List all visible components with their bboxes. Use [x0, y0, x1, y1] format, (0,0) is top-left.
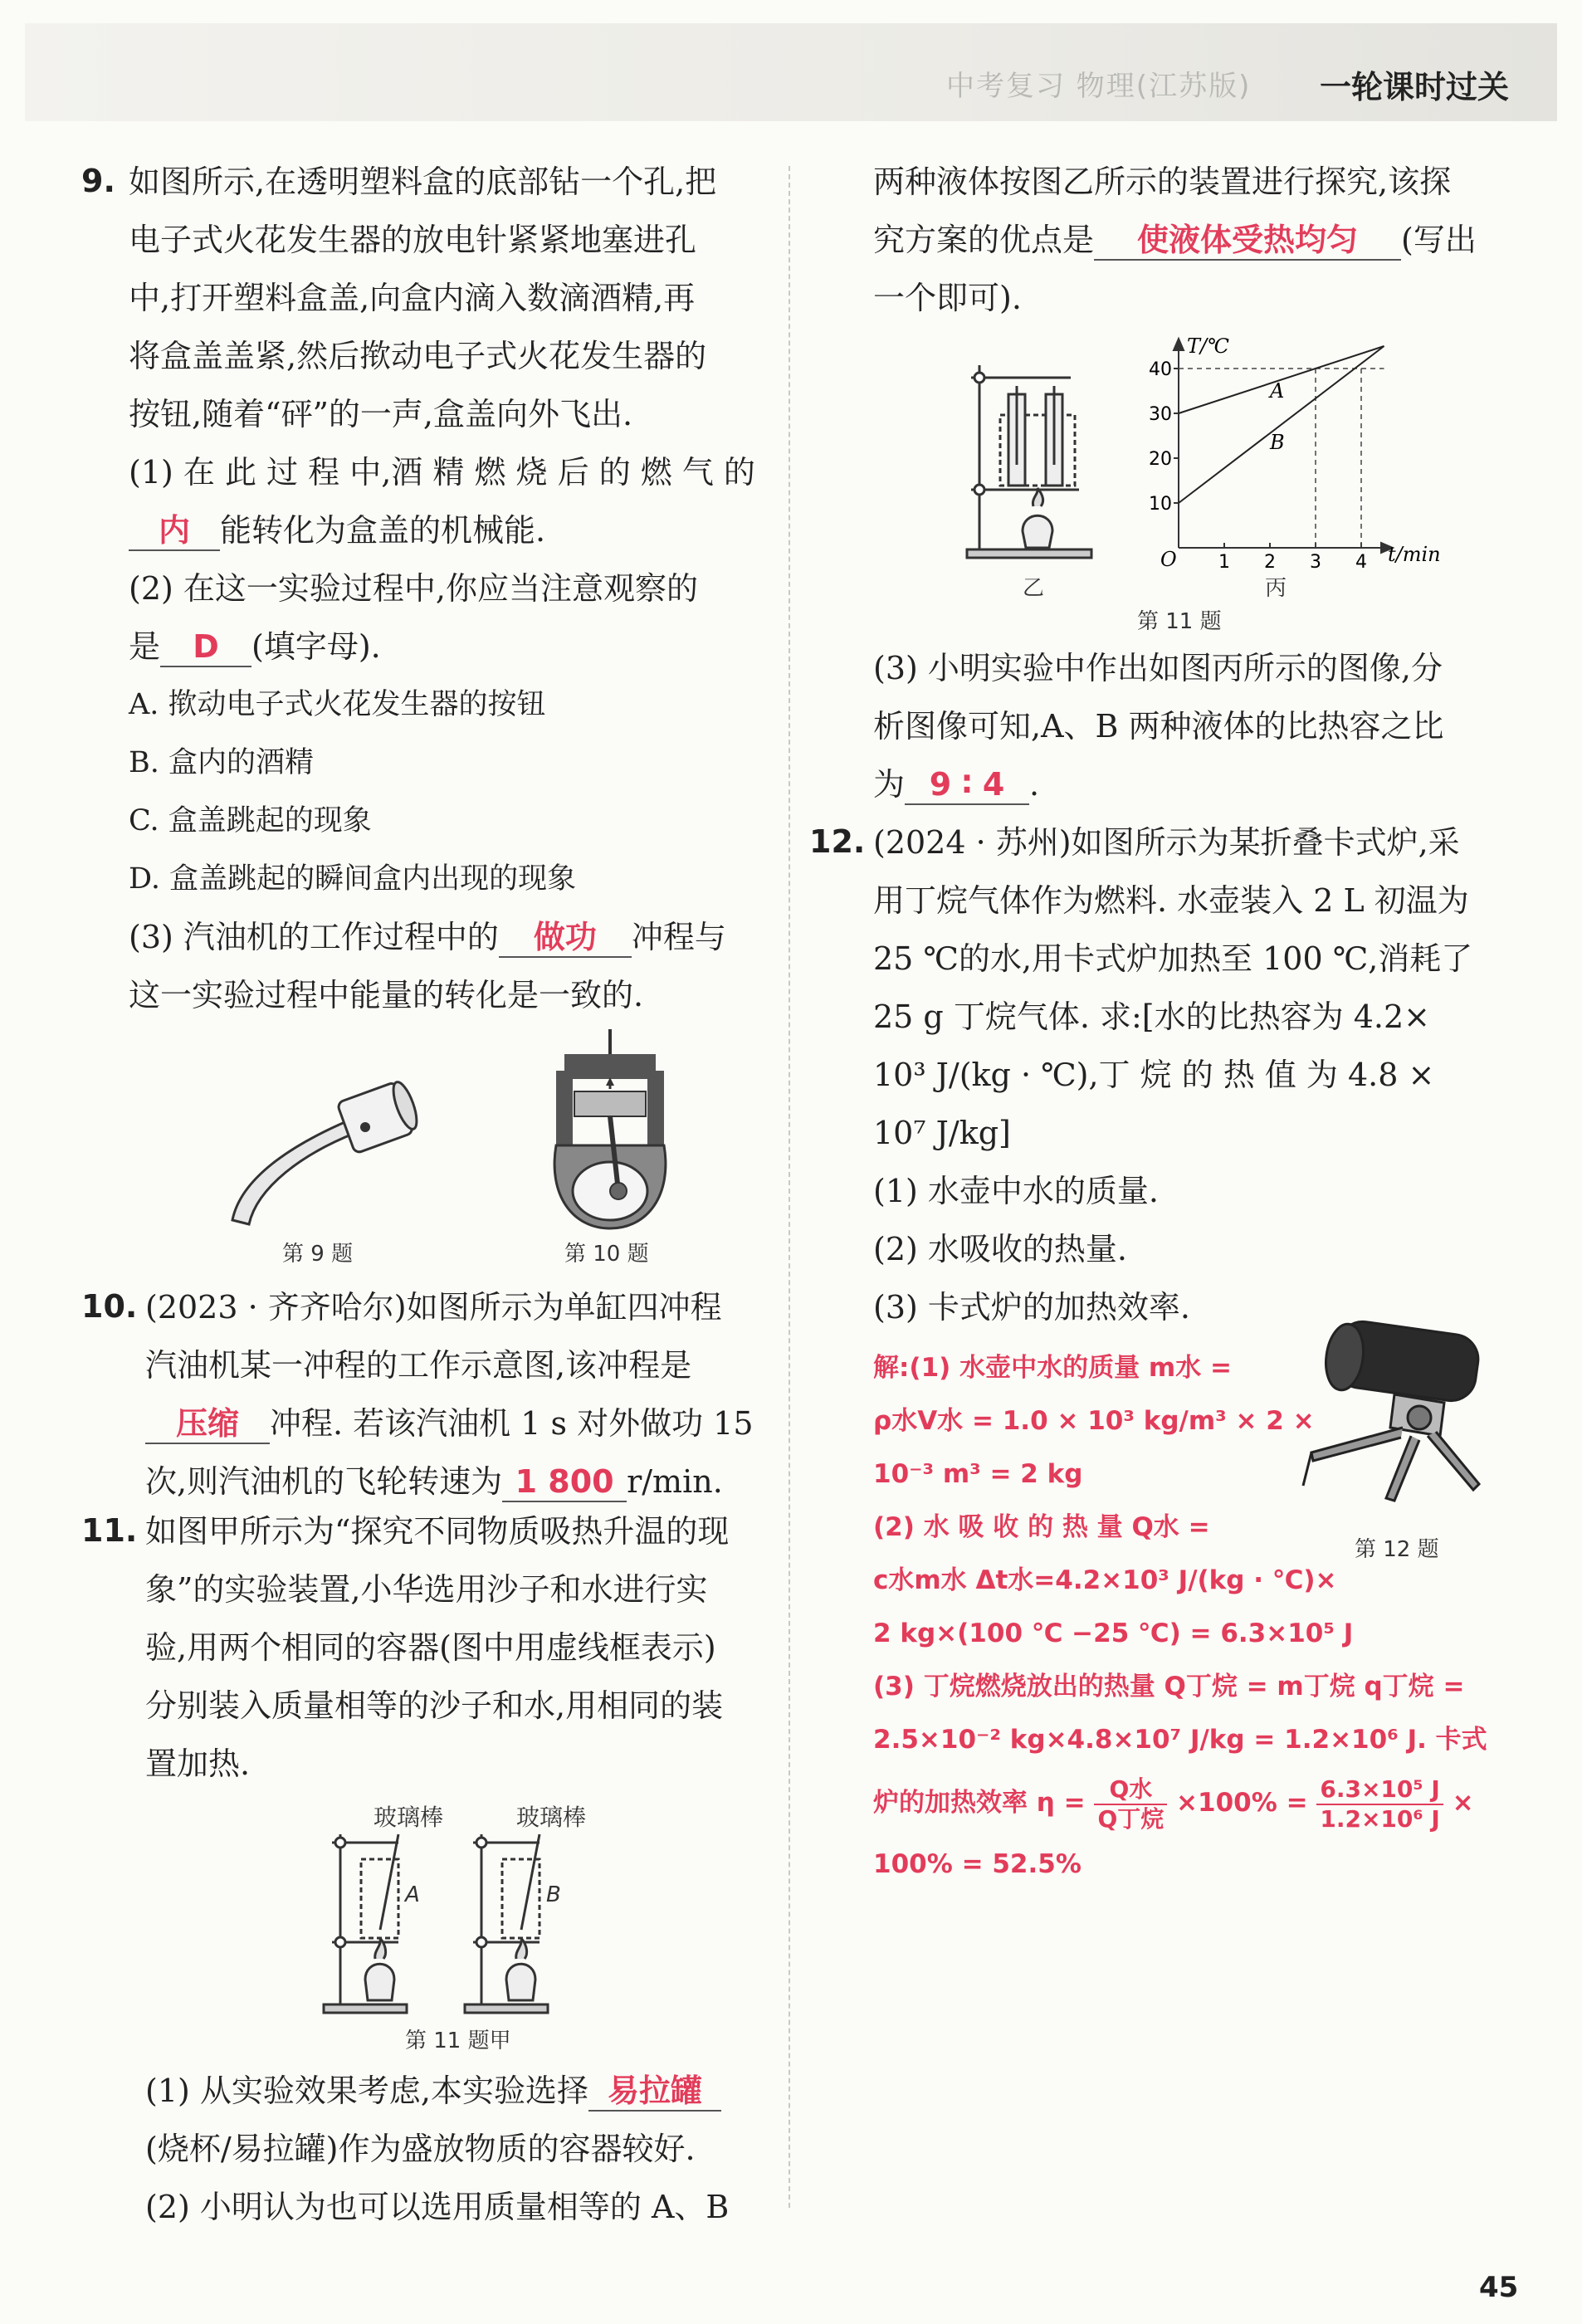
q12-line-2: 用丁烷气体作为燃料. 水壶装入 2 L 初温为 [873, 882, 1469, 919]
graph-y-tick-label: 20 [1149, 449, 1172, 470]
q9-line-1: 如图所示,在透明塑料盒的底部钻一个孔,把 [129, 164, 717, 200]
q12-eta-pre: 炉的加热效率 η = [873, 1788, 1086, 1818]
figure-12-caption: 第 12 题 [1355, 1537, 1439, 1562]
q12-sub-1: (1) 水壶中水的质量. [873, 1173, 1159, 1209]
q11-right-after: (写出 [1401, 222, 1477, 258]
q9-line-2: 电子式火花发生器的放电针紧紧地塞进孔 [129, 222, 697, 258]
q10-line-4-after: r/min. [627, 1463, 723, 1500]
graph-x-label: t/min [1388, 543, 1441, 566]
q10-line-3-after: 冲程. 若该汽油机 1 s 对外做功 15 [270, 1405, 754, 1442]
q9-option-c: C. 盒盖跳起的现象 [129, 804, 372, 837]
q12-solution-line-6: 2 kg×(100 ℃ −25 ℃) = 6.3×10⁵ J [873, 1618, 1354, 1648]
graph-x-tick-label: 2 [1264, 552, 1276, 573]
q12-solution-line-4: (2) 水 吸 收 的 热 量 Q水 = [873, 1512, 1210, 1542]
figure-10-engine [548, 1029, 672, 1237]
q11-part2-answer: 使液体受热均匀 [1094, 221, 1401, 261]
figure-9-spark-box [224, 1054, 440, 1245]
graph-x-tick-label: 3 [1310, 552, 1321, 573]
graph-line-a-label: A [1270, 379, 1285, 403]
q10-number: 10. [81, 1288, 138, 1325]
figure-11b-apparatus [963, 357, 1104, 564]
figure-11b-caption: 乙 [1023, 576, 1045, 601]
q12-fraction-1-top: Q水 [1094, 1775, 1167, 1805]
q12-solution-line-3: 10⁻³ m³ = 2 kg [873, 1459, 1083, 1489]
q11-right-pre: 究方案的优点是 [873, 222, 1095, 258]
q12-line-6: 10⁷ J/kg] [873, 1115, 1011, 1151]
q9-part1-answer: 内 [129, 511, 220, 551]
q11-part3-line-3 [873, 755, 1039, 813]
q9-part1-answer-line [129, 501, 545, 559]
graph-origin: O [1160, 548, 1177, 571]
q11-part3-pre: 为 [873, 766, 906, 803]
q12-eta-mid: ×100% = [1176, 1788, 1308, 1818]
q12-line-4: 25 g 丁烷气体. 求:[水的比热容为 4.2× [873, 998, 1430, 1035]
q9-option-d: D. 盒盖跳起的瞬间盒内出现的现象 [129, 862, 577, 896]
q11-right-line-2 [873, 211, 1477, 269]
q9-line-4: 将盒盖盖紧,然后揿动电子式火花发生器的 [129, 338, 707, 374]
header-title: 一轮课时过关 [1320, 69, 1510, 105]
q11-part1-pre: (1) 从实验效果考虑,本实验选择 [145, 2073, 588, 2109]
q11-part3-line-1: (3) 小明实验中作出如图丙所示的图像,分 [873, 650, 1443, 686]
q9-line-3: 中,打开塑料盒盖,向盒内滴入数滴酒精,再 [129, 280, 696, 316]
graph-y-label: T/℃ [1187, 334, 1229, 358]
q9-part2-line: (2) 在这一实验过程中,你应当注意观察的 [129, 570, 698, 607]
q12-number: 12. [809, 823, 866, 860]
q11-number: 11. [81, 1512, 138, 1549]
q12-solution-line-9 [873, 1768, 1474, 1838]
q9-part2-pre: 是 [129, 628, 161, 665]
q11-line-5: 置加热. [145, 1745, 251, 1782]
q9-part1-after: 能转化为盒盖的机械能. [220, 512, 546, 549]
q10-line-1: (2023 · 齐齐哈尔)如图所示为单缸四冲程 [145, 1289, 722, 1326]
q12-line-5: 10³ J/(kg · ℃),丁 烷 的 热 值 为 4.8 × [873, 1057, 1435, 1093]
q11-part2-line: (2) 小明认为也可以选用质量相等的 A、B [145, 2189, 730, 2225]
header-subtitle: 中考复习 物理(江苏版) [946, 70, 1252, 103]
q12-fraction-2-bottom: 1.2×10⁶ J [1320, 1804, 1440, 1833]
figure-11a-caption: 第 11 题甲 [405, 2029, 511, 2053]
q11-line-1: 如图甲所示为“探究不同物质吸热升温的现 [145, 1513, 730, 1550]
q12-solution-line-10: 100% = 52.5% [873, 1849, 1082, 1879]
q12-solution-line-5: c水m水 Δt水=4.2×10³ J/(kg · ℃)× [873, 1565, 1337, 1595]
figure-12-stove [1295, 1320, 1494, 1519]
q12-fraction-2 [1316, 1775, 1443, 1833]
q9-number: 9. [81, 163, 115, 199]
graph-y-tick-label: 40 [1149, 359, 1172, 380]
q11-part1-line-2: (烧杯/易拉罐)作为盛放物质的容器较好. [145, 2131, 696, 2167]
q11-right-line-3: 一个即可). [873, 280, 1022, 316]
q12-fraction-1-bottom: Q丁烷 [1097, 1804, 1165, 1833]
graph-line-b-label: B [1270, 431, 1285, 455]
figure-11a-rod-label-2: 玻璃棒 [516, 1804, 587, 1831]
q12-solution-line-7: (3) 丁烷燃烧放出的热量 Q丁烷 = m丁烷 q丁烷 = [873, 1672, 1465, 1702]
figure-11c-graph [1129, 332, 1441, 573]
figure-10-caption: 第 10 题 [564, 1242, 649, 1267]
figure-11c-caption: 丙 [1265, 576, 1287, 601]
figure-11a-rod-label-1: 玻璃棒 [374, 1804, 444, 1831]
q11-line-2: 象”的实验装置,小华选用沙子和水进行实 [145, 1571, 708, 1608]
graph-x-tick-label: 4 [1355, 552, 1367, 573]
q11-line-4: 分别装入质量相等的沙子和水,用相同的装 [145, 1687, 724, 1724]
q12-sub-2: (2) 水吸收的热量. [873, 1231, 1127, 1267]
page-number: 45 [1479, 2271, 1519, 2304]
q9-part3-line [129, 908, 726, 966]
figure-11a-label-b: B [546, 1882, 561, 1907]
q9-part3-after: 冲程与 [631, 919, 726, 955]
q12-fraction-1 [1094, 1775, 1167, 1833]
q12-solution-line-2: ρ水V水 = 1.0 × 10³ kg/m³ × 2 × [873, 1406, 1315, 1436]
q12-solution-line-1: 解:(1) 水壶中水的质量 m水 = [873, 1353, 1232, 1383]
q11-part3-after: . [1029, 766, 1040, 803]
q11-line-3: 验,用两个相同的容器(图中用虚线框表示) [145, 1629, 716, 1666]
q12-line-3: 25 ℃的水,用卡式炉加热至 100 ℃,消耗了 [873, 940, 1473, 977]
q9-part2-after: (填字母). [251, 628, 381, 665]
figure-11a-label-a: A [405, 1882, 420, 1907]
q10-line-2: 汽油机某一冲程的工作示意图,该冲程是 [145, 1347, 692, 1384]
q12-solution-line-8: 2.5×10⁻² kg×4.8×10⁷ J/kg = 1.2×10⁶ J. 卡式 [873, 1725, 1487, 1755]
q9-part2-answer: D [160, 627, 251, 667]
q10-answer-2: 1 800 [502, 1462, 627, 1502]
q9-line-5: 按钮,随着“砰”的一声,盒盖向外飞出. [129, 396, 633, 432]
q9-option-b: B. 盒内的酒精 [129, 746, 314, 779]
q9-part3-pre: (3) 汽油机的工作过程中的 [129, 919, 499, 955]
q9-part3-answer: 做功 [499, 918, 632, 958]
q11-part3-answer: 9 ∶ 4 [905, 765, 1029, 805]
graph-y-tick-label: 10 [1149, 494, 1172, 515]
q9-part2-answer-line [129, 618, 381, 676]
q12-line-1: (2024 · 苏州)如图所示为某折叠卡式炉,采 [873, 824, 1460, 861]
q9-part3-line-2: 这一实验过程中能量的转化是一致的. [129, 977, 644, 1013]
q10-answer-1: 压缩 [145, 1404, 270, 1444]
q12-eta-after: × [1452, 1788, 1474, 1818]
q11-part1-line [145, 2062, 721, 2120]
figure-9-caption: 第 9 题 [282, 1242, 354, 1267]
graph-series-b [1179, 346, 1384, 503]
figure-11a-apparatus [315, 1826, 598, 2017]
q11-part3-line-2: 析图像可知,A、B 两种液体的比热容之比 [873, 708, 1444, 745]
q11-right-line-1: 两种液体按图乙所示的装置进行探究,该探 [873, 164, 1452, 200]
q11-part1-answer: 易拉罐 [588, 2072, 721, 2112]
q12-sub-3: (3) 卡式炉的加热效率. [873, 1289, 1190, 1326]
q9-part1-line: (1) 在 此 过 程 中,酒 精 燃 烧 后 的 燃 气 的 [129, 454, 755, 491]
graph-y-tick-label: 30 [1149, 404, 1172, 425]
q10-line-3 [145, 1394, 754, 1452]
figure-11-caption: 第 11 题 [1137, 609, 1222, 634]
column-divider [789, 166, 790, 2208]
q12-fraction-2-top: 6.3×10⁵ J [1316, 1775, 1443, 1805]
q10-line-4-pre: 次,则汽油机的飞轮转速为 [145, 1463, 503, 1500]
q9-option-a: A. 揿动电子式火花发生器的按钮 [129, 688, 546, 721]
graph-x-tick-label: 1 [1218, 552, 1230, 573]
